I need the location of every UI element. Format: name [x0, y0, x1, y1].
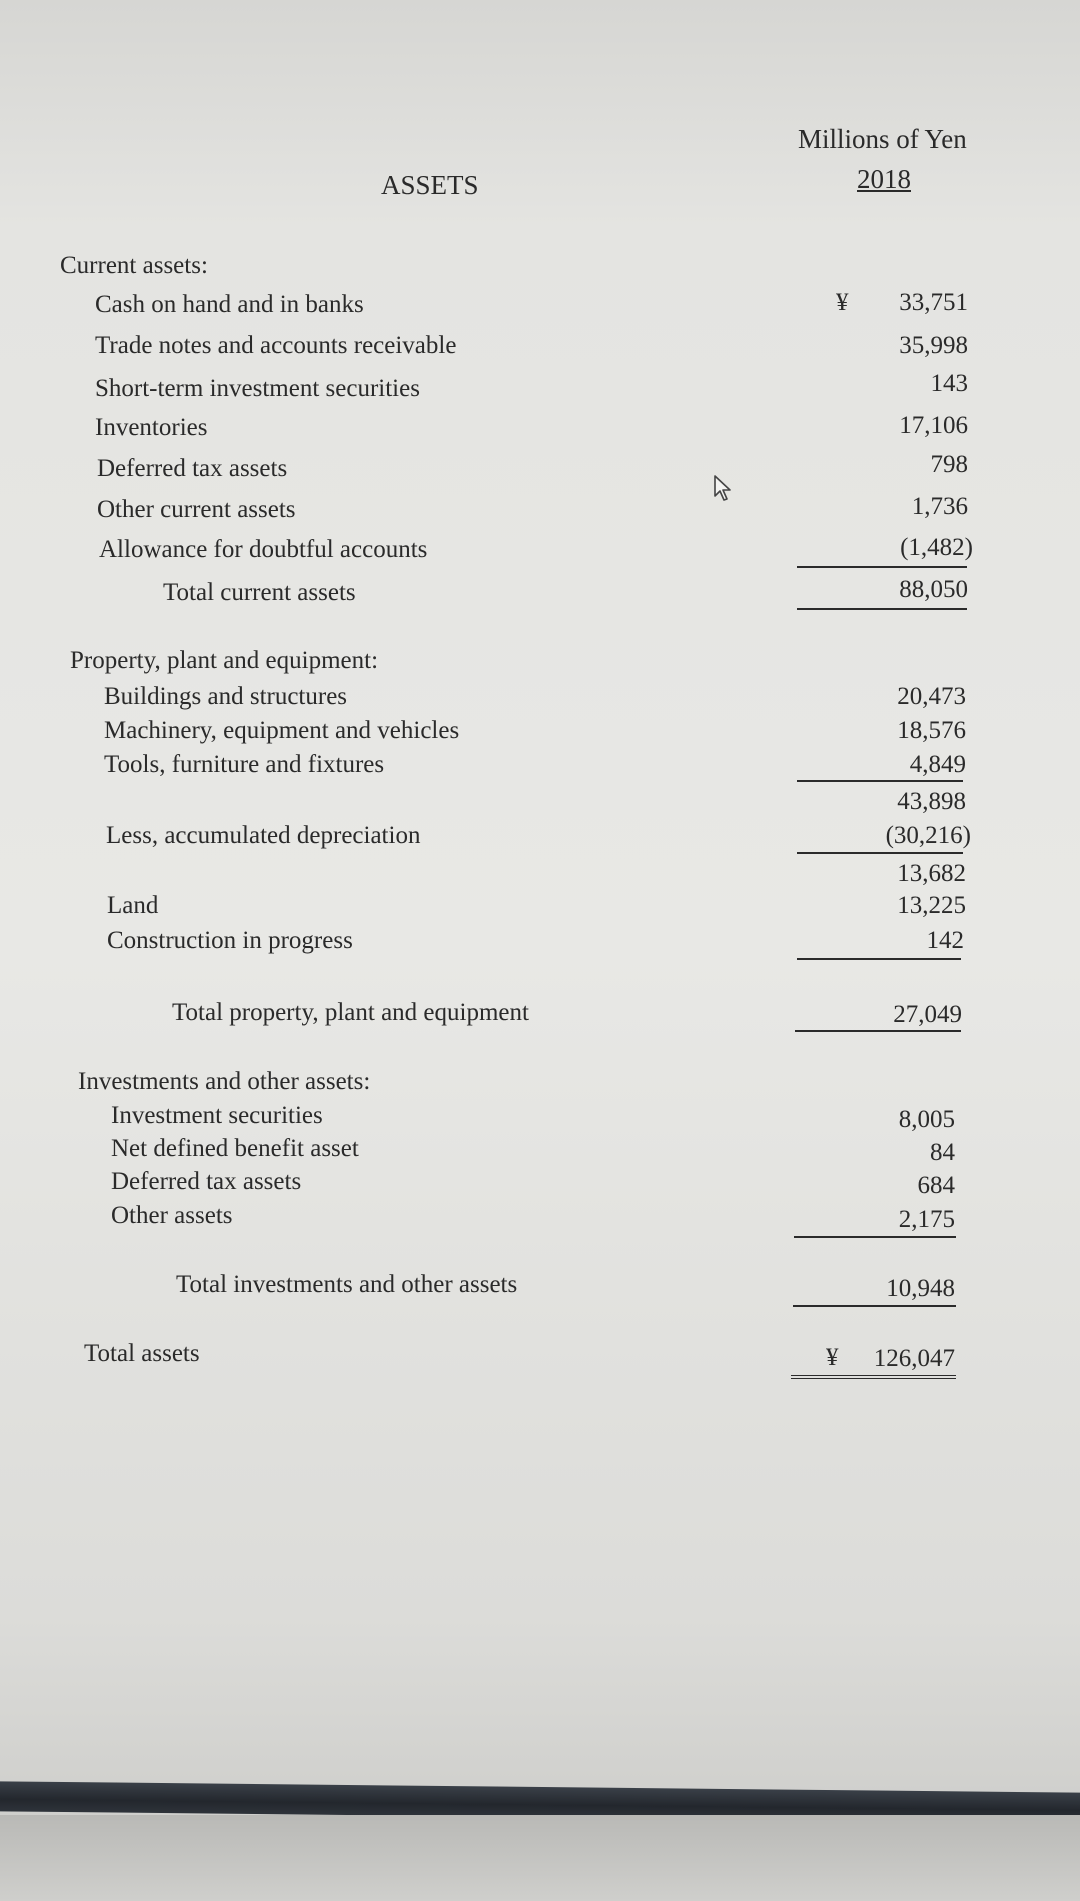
- subtotal-rule: [797, 566, 967, 568]
- yen-symbol: ¥: [836, 289, 849, 316]
- ppe-row-value: 18,576: [897, 717, 966, 744]
- ppe-row-label: Machinery, equipment and vehicles: [104, 717, 460, 744]
- current-assets-row-value: 17,106: [899, 412, 968, 439]
- monitor-frame: [0, 1815, 1080, 1901]
- construction-value: 142: [926, 927, 964, 954]
- current-assets-heading: Current assets:: [60, 252, 208, 279]
- ppe-net-value: 13,682: [897, 860, 966, 887]
- current-assets-row-label: Trade notes and accounts receivable: [95, 332, 457, 359]
- current-assets-row-label: Deferred tax assets: [97, 455, 288, 482]
- total-assets-value: 126,047: [873, 1345, 955, 1372]
- mouse-pointer-icon: [712, 474, 738, 502]
- total-assets-label: Total assets: [84, 1340, 200, 1367]
- total-current-assets-value: 88,050: [899, 576, 968, 603]
- total-ppe-label: Total property, plant and equipment: [172, 999, 529, 1026]
- ppe-heading: Property, plant and equipment:: [70, 647, 379, 674]
- current-assets-row-value: 33,751: [899, 289, 968, 316]
- subtotal-rule: [797, 852, 963, 854]
- grand-total-double-rule: [791, 1375, 956, 1379]
- investments-heading: Investments and other assets:: [78, 1068, 371, 1095]
- ppe-row-label: Tools, furniture and fixtures: [104, 751, 385, 778]
- current-assets-row-label: Inventories: [95, 414, 208, 441]
- units-header: Millions of Yen: [798, 124, 967, 154]
- land-value: 13,225: [897, 892, 966, 919]
- current-assets-row-value: 1,736: [911, 493, 968, 520]
- total-current-assets-label: Total current assets: [163, 579, 356, 606]
- investments-row-label: Deferred tax assets: [111, 1168, 302, 1195]
- total-rule: [797, 608, 967, 610]
- subtotal-rule: [794, 1236, 956, 1238]
- year-header: 2018: [857, 164, 911, 194]
- investments-row-value: 84: [930, 1139, 955, 1166]
- land-label: Land: [107, 892, 159, 919]
- total-ppe-value: 27,049: [893, 1001, 962, 1028]
- current-assets-row-label: Allowance for doubtful accounts: [99, 536, 428, 563]
- investments-row-value: 2,175: [898, 1206, 955, 1233]
- subtotal-rule: [797, 780, 963, 782]
- yen-symbol: ¥: [826, 1344, 839, 1371]
- depreciation-label: Less, accumulated depreciation: [106, 822, 421, 849]
- current-assets-row-label: Cash on hand and in banks: [95, 291, 364, 318]
- subtotal-rule: [797, 958, 961, 960]
- assets-title: ASSETS: [381, 170, 479, 200]
- current-assets-row-value: (1,482): [900, 534, 973, 561]
- ppe-row-label: Buildings and structures: [104, 683, 348, 710]
- depreciation-value: (30,216): [885, 822, 971, 849]
- investments-row-value: 8,005: [898, 1106, 955, 1133]
- current-assets-row-value: 143: [930, 370, 968, 397]
- ppe-subtotal-value: 43,898: [897, 788, 966, 815]
- current-assets-row-value: 35,998: [899, 332, 968, 359]
- investments-row-label: Investment securities: [111, 1102, 323, 1129]
- investments-row-label: Other assets: [111, 1202, 233, 1229]
- construction-label: Construction in progress: [107, 927, 353, 954]
- investments-row-value: 684: [917, 1172, 955, 1199]
- total-investments-label: Total investments and other assets: [176, 1271, 518, 1298]
- current-assets-row-label: Other current assets: [97, 496, 296, 523]
- total-rule: [793, 1305, 956, 1307]
- total-investments-value: 10,948: [886, 1275, 955, 1302]
- current-assets-row-value: 798: [930, 451, 968, 478]
- ppe-row-value: 20,473: [897, 683, 966, 710]
- ppe-row-value: 4,849: [909, 751, 966, 778]
- investments-row-label: Net defined benefit asset: [111, 1135, 359, 1162]
- current-assets-row-label: Short-term investment securities: [95, 375, 420, 402]
- total-rule: [795, 1030, 961, 1032]
